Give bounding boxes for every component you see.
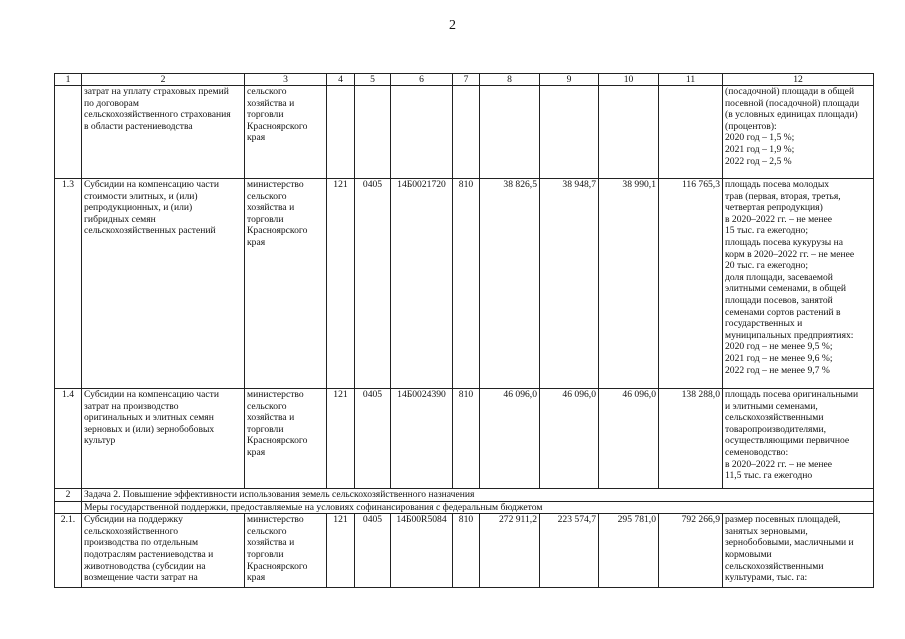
column-numbers-row (55, 74, 874, 86)
page-number: 2 (449, 18, 456, 33)
row-number: 1.4 (55, 389, 82, 489)
amount-2022: 295 781,0 (599, 514, 659, 588)
column-number: 12 (723, 74, 874, 86)
code-grbs: 121 (327, 514, 355, 588)
amount-2021: 223 574,7 (540, 514, 599, 588)
amount-2020 (480, 86, 540, 179)
amount-2020: 38 826,5 (480, 179, 540, 389)
code-rzpr (355, 86, 391, 179)
expected-result: площадь посева оригинальными и элитными семенами, сельскохозяйственными товаропроизводителями, осуществляющими первичное семеноводство: в 2020–2022 гг. – не менее 11,5 тыс. га ежегодно (723, 389, 874, 489)
measure-name: Субсидии на компенсацию части стоимости элитных, и (или) репродукционных, и (или) гибридных семян сельскохозяйственных растений (82, 179, 245, 389)
amount-total: 116 765,3 (659, 179, 723, 389)
code-csr: 14Б00R5084 (391, 514, 453, 588)
code-csr: 14Б0024390 (391, 389, 453, 489)
table-row (55, 86, 874, 179)
task-number: 2 (55, 489, 82, 502)
amount-total: 138 288,0 (659, 389, 723, 489)
code-csr (391, 86, 453, 179)
row-number: 2.1. (55, 514, 82, 588)
column-number: 7 (453, 74, 480, 86)
amount-total (659, 86, 723, 179)
expected-result: размер посевных площадей, занятых зерновыми, зернобобовыми, масличными и кормовыми сельскохозяйственными культурами, тыс. га: (723, 514, 874, 588)
task-row (55, 489, 874, 502)
expected-result: площадь посева молодых трав (первая, вторая, третья, четвертая репродукция) в 2020–2022 гг. – не менее 15 тыс. га ежегодно; площадь посева кукурузы на корм в 2020–2022 гг. – не менее 20 тыс. га ежегодно; доля площади, засеваемой элитными семенами, в общей площади посевов, занятой семенами сортов растений в государственных и муниципальных предприятиях: 2020 год – не менее 9,5 %; 2021 год – не менее 9,6 %; 2022 год – не менее 9,7 % (723, 179, 874, 389)
column-number: 10 (599, 74, 659, 86)
code-grbs: 121 (327, 389, 355, 489)
column-number: 6 (391, 74, 453, 86)
code-rzpr: 0405 (355, 179, 391, 389)
code-rzpr: 0405 (355, 514, 391, 588)
responsible-body: министерство сельского хозяйства и торговли Красноярского края (245, 179, 327, 389)
column-number: 8 (480, 74, 540, 86)
measure-name: затрат на уплату страховых премий по договорам сельскохозяйственного страхования в области растениеводства (82, 86, 245, 179)
code-rzpr: 0405 (355, 389, 391, 489)
amount-2021 (540, 86, 599, 179)
row-number (55, 86, 82, 179)
measure-name: Субсидии на поддержку сельскохозяйственного производства по отдельным подотраслям растениеводства и животноводства (субсидии на возмещение части затрат на (82, 514, 245, 588)
column-number: 2 (82, 74, 245, 86)
amount-2022: 38 990,1 (599, 179, 659, 389)
code-vr: 810 (453, 179, 480, 389)
amount-2021: 46 096,0 (540, 389, 599, 489)
amount-2022: 46 096,0 (599, 389, 659, 489)
expected-result: (посадочной) площади в общей посевной (посадочной) площади (в условных единицах площади) (процентов): 2020 год – 1,5 %; 2021 год – 1,9 %; 2022 год – 2,5 % (723, 86, 874, 179)
responsible-body: министерство сельского хозяйства и торговли Красноярского края (245, 514, 327, 588)
amount-2021: 38 948,7 (540, 179, 599, 389)
column-number: 3 (245, 74, 327, 86)
code-grbs: 121 (327, 179, 355, 389)
column-number: 4 (327, 74, 355, 86)
amount-2022 (599, 86, 659, 179)
amount-total: 792 266,9 (659, 514, 723, 588)
code-vr: 810 (453, 389, 480, 489)
code-csr: 14Б0021720 (391, 179, 453, 389)
task-title: Задача 2. Повышение эффективности использования земель сельскохозяйственного назначения (82, 489, 874, 502)
column-number: 9 (540, 74, 599, 86)
row-number: 1.3 (55, 179, 82, 389)
amount-2020: 272 911,2 (480, 514, 540, 588)
code-vr: 810 (453, 514, 480, 588)
amount-2020: 46 096,0 (480, 389, 540, 489)
code-grbs (327, 86, 355, 179)
budget-table (54, 73, 874, 588)
table-row (55, 179, 874, 389)
code-vr (453, 86, 480, 179)
measures-row (55, 501, 874, 514)
measure-name: Субсидии на компенсацию части затрат на производство оригинальных и элитных семян зерновых и (или) зернобобовых культур (82, 389, 245, 489)
column-number: 1 (55, 74, 82, 86)
column-number: 5 (355, 74, 391, 86)
responsible-body: министерство сельского хозяйства и торговли Красноярского края (245, 389, 327, 489)
empty-cell (55, 501, 82, 514)
measures-title: Меры государственной поддержки, предоставляемые на условиях софинансирования с федеральным бюджетом (82, 501, 874, 514)
table-row (55, 514, 874, 588)
column-number: 11 (659, 74, 723, 86)
table-row (55, 389, 874, 489)
responsible-body: сельского хозяйства и торговли Красноярского края (245, 86, 327, 179)
